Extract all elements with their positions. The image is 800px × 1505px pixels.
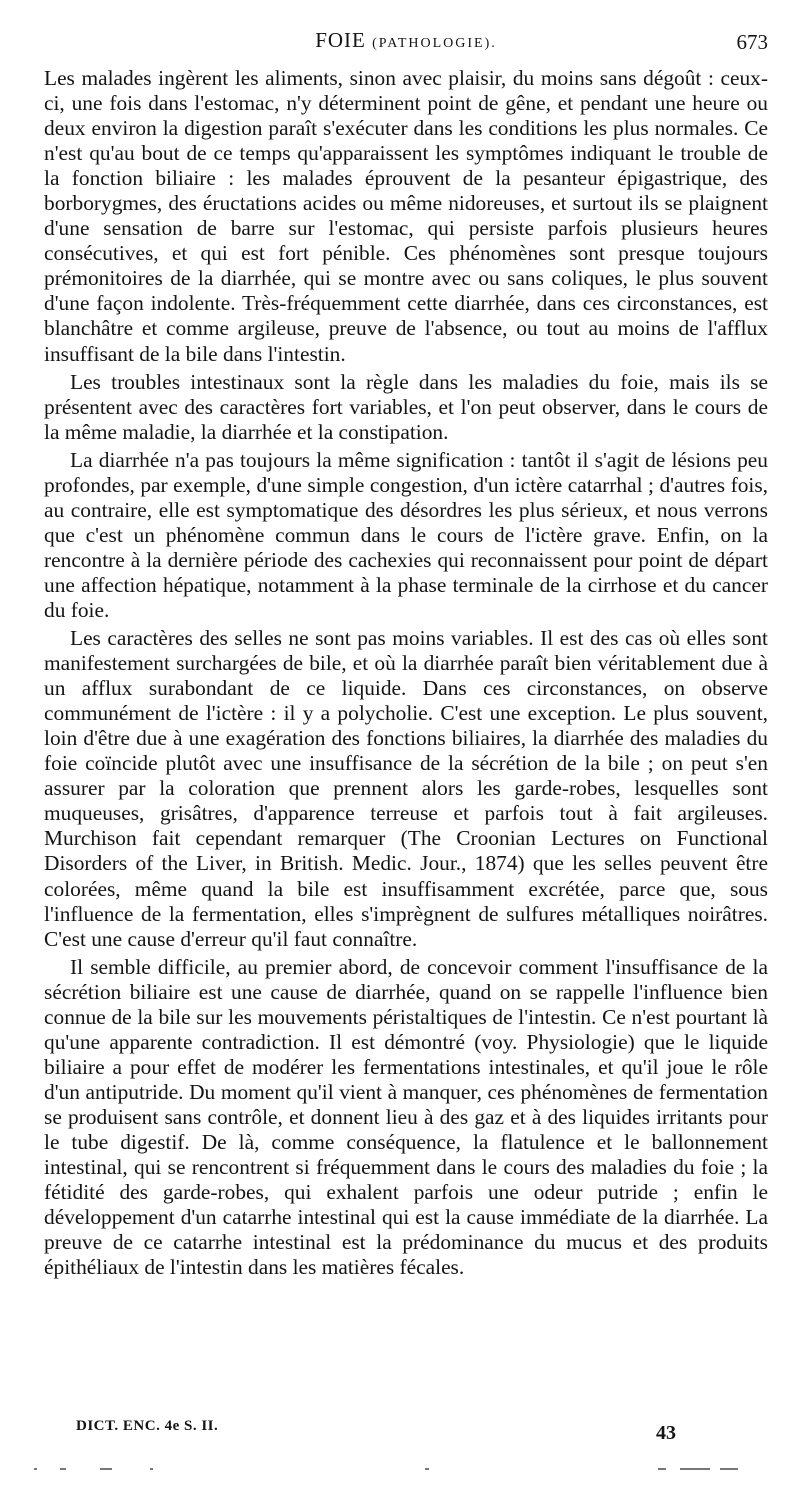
scan-speck: [150, 1468, 153, 1470]
running-head-title: [44, 28, 768, 53]
scan-speck: [680, 1468, 710, 1470]
paragraph-2: Les troubles intestinaux sont la règle dans les maladies du foie, mais ils se présentent avec des caractères fort variables, et l'on peut observer, dans le cours de la même maladie, la diarrhée et la constipation.: [44, 369, 768, 444]
scan-speck: [34, 1468, 37, 1470]
printer-signature: DICT. ENC. 4e S. II.: [76, 1418, 219, 1434]
body-text: [44, 66, 768, 1283]
paragraph-4: Les caractères des selles ne sont pas moins variables. Il est des cas où elles sont manifestement surchargées de bile, et où la diarrhée paraît bien véritablement due à un afflux surabondant de ce liquide. Dans ces circonstances, on observe communément de l'ictère : il y a polycholie. C'est une exception. Le plus souvent, loin d'être due à une exagération des fonctions biliaires, la diarrhée des maladies du foie coïncide plutôt avec une insuffisance de la sécrétion de la bile ; on peut s'en assurer par la coloration que prennent alors les garde-robes, lesquelles sont muqueuses, grisâtres, d'apparence terreuse et parfois tout à fait argileuses. Murchison fait cependant remarquer (The Croonian Lectures on Functional Disorders of the Liver, in British. Medic. Jour., 1874) que les selles peuvent être colorées, même quand la bile est insuffisamment excrétée, parce que, sous l'influence de la fermentation, elles s'imprègnent de sulfures métalliques noirâtres. C'est une cause d'erreur qu'il faut connaître.: [44, 626, 768, 951]
scan-specks: [30, 1468, 770, 1472]
scan-speck: [100, 1468, 112, 1470]
head-title-subtitle: (PATHOLOGIE).: [372, 36, 497, 51]
paragraph-5: Il semble difficile, au premier abord, de concevoir comment l'insuffisance de la sécrétion biliaire est une cause de diarrhée, quand on se rappelle l'influence bien connue de la bile sur les mouvements péristaltiques de l'intestin. Ce n'est pourtant là qu'une apparente contradiction. Il est démontré (voy. Physiologie) que le liquide biliaire a pour effet de modérer les fermentations intestinales, et qu'il joue le rôle d'un antiputride. Du moment qu'il vient à manquer, ces phénomènes de fermentation se produisent sans contrôle, et donnent lieu à des gaz et à des liquides irritants pour le tube digestif. De là, comme conséquence, la flatulence et le ballonnement intestinal, qui se rencontrent si fréquemment dans le cours des maladies du foie ; la fétidité des garde-robes, qui exhalent parfois une odeur putride ; enfin le développement d'un catarrhe intestinal qui est la cause immédiate de la diarrhée. La preuve de ce catarrhe intestinal est la prédominance du mucus et des produits épithéliaux de l'intestin dans les matières fécales.: [44, 954, 768, 1280]
scan-speck: [720, 1468, 738, 1470]
paragraph-3: La diarrhée n'a pas toujours la même signification : tantôt il s'agit de lésions peu profondes, par exemple, d'une simple congestion, d'un ictère catarrhal ; d'autres fois, au contraire, elle est symptomatique des désordres les plus sérieux, et nous verrons que c'est un phénomène commun dans le cours de l'ictère grave. Enfin, on la rencontre à la dernière période des cachexies qui reconnaissent pour point de départ une affection hépatique, notamment à la phase terminale de la cirrhose et du cancer du foie.: [44, 447, 768, 622]
head-title-word: FOIE: [315, 28, 366, 52]
running-head: [44, 28, 768, 58]
scan-speck: [658, 1468, 666, 1470]
page-footer: [76, 1418, 676, 1448]
page-number: 673: [736, 30, 768, 54]
sheet-number: 43: [656, 1422, 676, 1444]
scan-speck: [425, 1468, 429, 1470]
paragraph-1: Les malades ingèrent les aliments, sinon avec plaisir, du moins sans dégoût : ceux-ci, une fois dans l'estomac, n'y déterminent point de gêne, et pendant une heure ou deux environ la digestion paraît s'exécuter dans les conditions les plus normales. Ce n'est qu'au bout de ce temps qu'apparaissent les symptômes indiquant le trouble de la fonction biliaire : les malades éprouvent de la pesanteur épigastrique, des borborygmes, des éructations acides ou même nidoreuses, et surtout ils se plaignent d'une sensation de barre sur l'estomac, qui persiste parfois plusieurs heures consécutives, et qui est fort pénible. Ces phénomènes sont presque toujours prémonitoires de la diarrhée, qui se montre avec ou sans coliques, le plus souvent d'une façon indolente. Très-fréquemment cette diarrhée, dans ces circonstances, est blanchâtre et comme argileuse, preuve de l'absence, ou tout au moins de l'afflux insuffisant de la bile dans l'intestin.: [44, 66, 768, 366]
scan-speck: [60, 1468, 66, 1470]
